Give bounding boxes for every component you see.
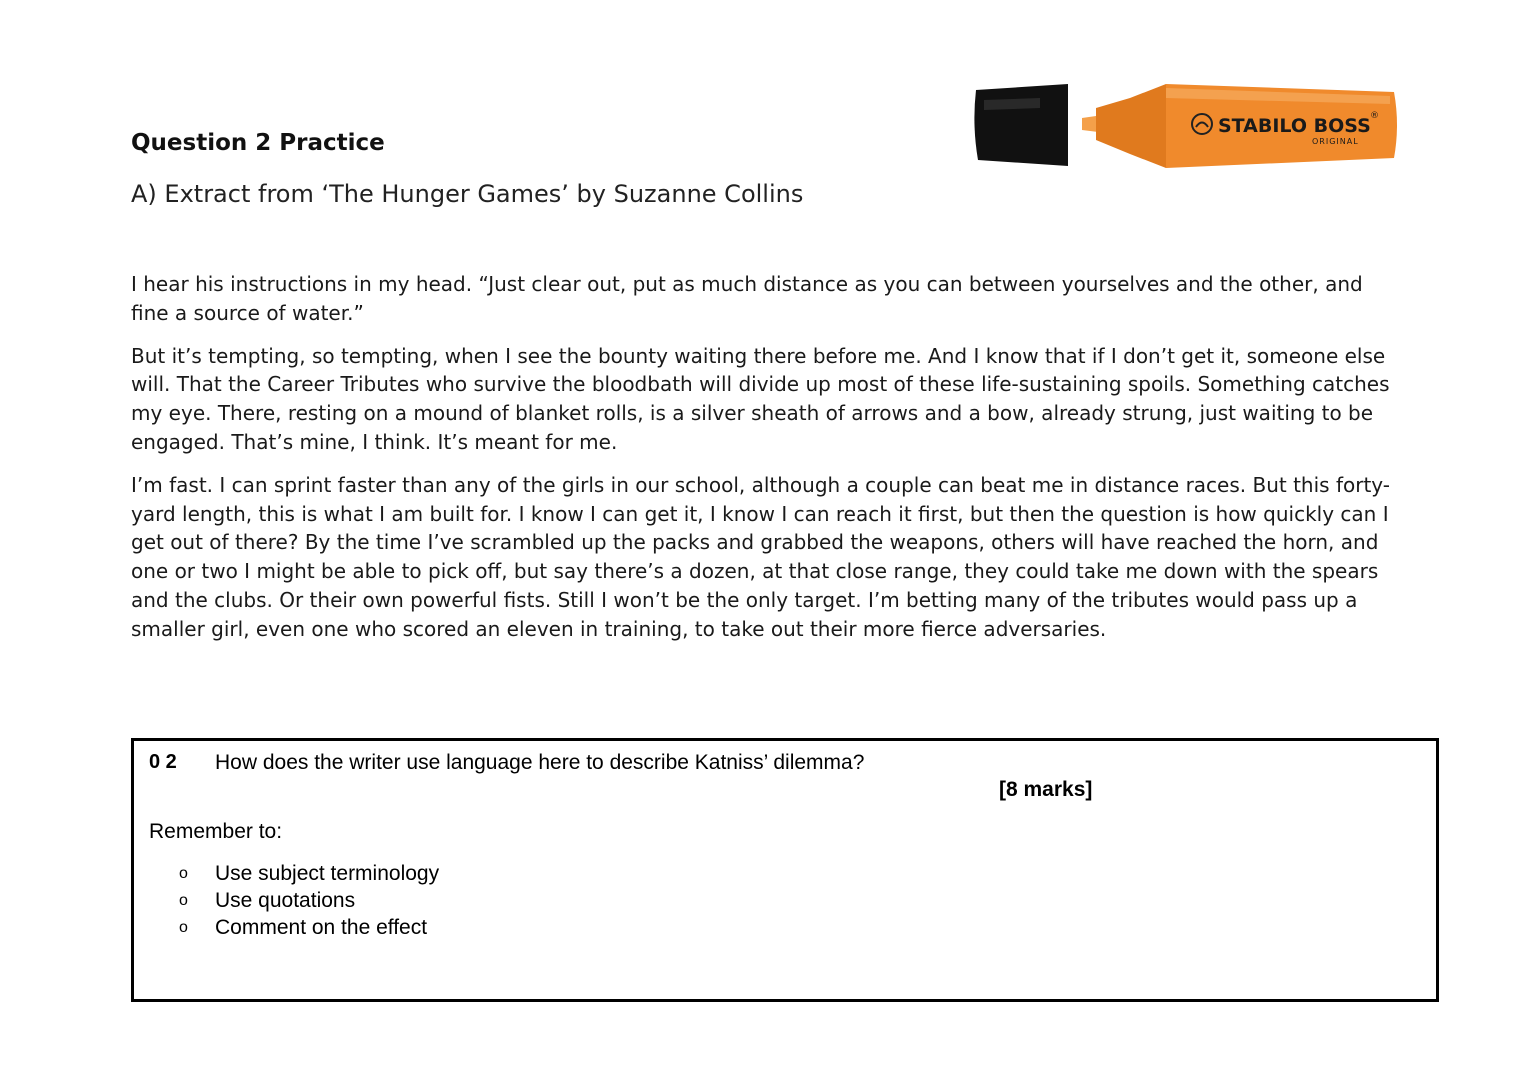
bullet-circle-icon: o xyxy=(179,919,188,936)
registered-mark: ® xyxy=(1370,111,1379,121)
bullet-circle-icon: o xyxy=(179,865,188,882)
extract-subtitle: A) Extract from ‘The Hunger Games’ by Suzanne Collins xyxy=(131,180,804,208)
list-item xyxy=(179,860,439,887)
marks-label: [8 marks] xyxy=(999,778,1093,801)
marker-cap-highlight xyxy=(984,98,1040,110)
question-text: How does the writer use language here to describe Katniss’ dilemma? xyxy=(215,751,865,774)
reminder-text: Comment on the effect xyxy=(215,916,428,939)
reminder-text: Use subject terminology xyxy=(215,862,440,885)
bullet-circle-icon: o xyxy=(179,892,188,909)
question-number: 0 2 xyxy=(149,751,177,773)
passage-paragraph: I hear his instructions in my head. “Just clear out, put as much distance as you can between yourselves and the other, and fine a source of water.” xyxy=(131,272,1363,325)
page-title: Question 2 Practice xyxy=(131,130,385,156)
marker-cap xyxy=(974,84,1068,166)
list-item xyxy=(179,887,439,914)
marker-brand-text: STABILO BOSS xyxy=(1218,115,1371,137)
extract-passage xyxy=(131,270,1401,658)
passage-paragraph: But it’s tempting, so tempting, when I see the bounty waiting there before me. And I know that if I don’t get it, someone else will. That the Career Tributes who survive the bloodbath will divide up most of these life-sustaining spoils. Something catches my eye. There, resting on a mound of blanket rolls, is a silver sheath of arrows and a bow, already strung, just waiting to be engaged. That’s mine, I think. It’s meant for me. xyxy=(131,343,1390,454)
passage-paragraph: I’m fast. I can sprint faster than any of the girls in our school, although a couple can beat me in distance races. But this forty-yard length, this is what I am built for. I know I can get it, I know I can reach it first, but then the question is how quickly can I get out of there? By the time I’ve scrambled up the packs and grabbed the weapons, others will have reached the horn, and one or two I might be able to pick off, but say there’s a dozen, at that close range, they could take me down with the spears and the clubs. Or their own powerful fists. Still I won’t be the only target. I’m betting many of the tributes would pass up a smaller girl, even one who scored an eleven in training, to take out their more fierce adversaries. xyxy=(131,472,1390,641)
list-item xyxy=(179,914,439,941)
highlighter-icon xyxy=(970,78,1400,174)
question-box xyxy=(131,738,1439,1002)
remember-label: Remember to: xyxy=(149,820,283,843)
marker-tip xyxy=(1082,116,1098,132)
marker-sub-text: ORIGINAL xyxy=(1312,137,1359,146)
highlighter-pen-image xyxy=(970,78,1400,174)
reminder-text: Use quotations xyxy=(215,889,356,912)
marker-neck xyxy=(1096,84,1166,168)
reminder-list xyxy=(179,860,439,941)
